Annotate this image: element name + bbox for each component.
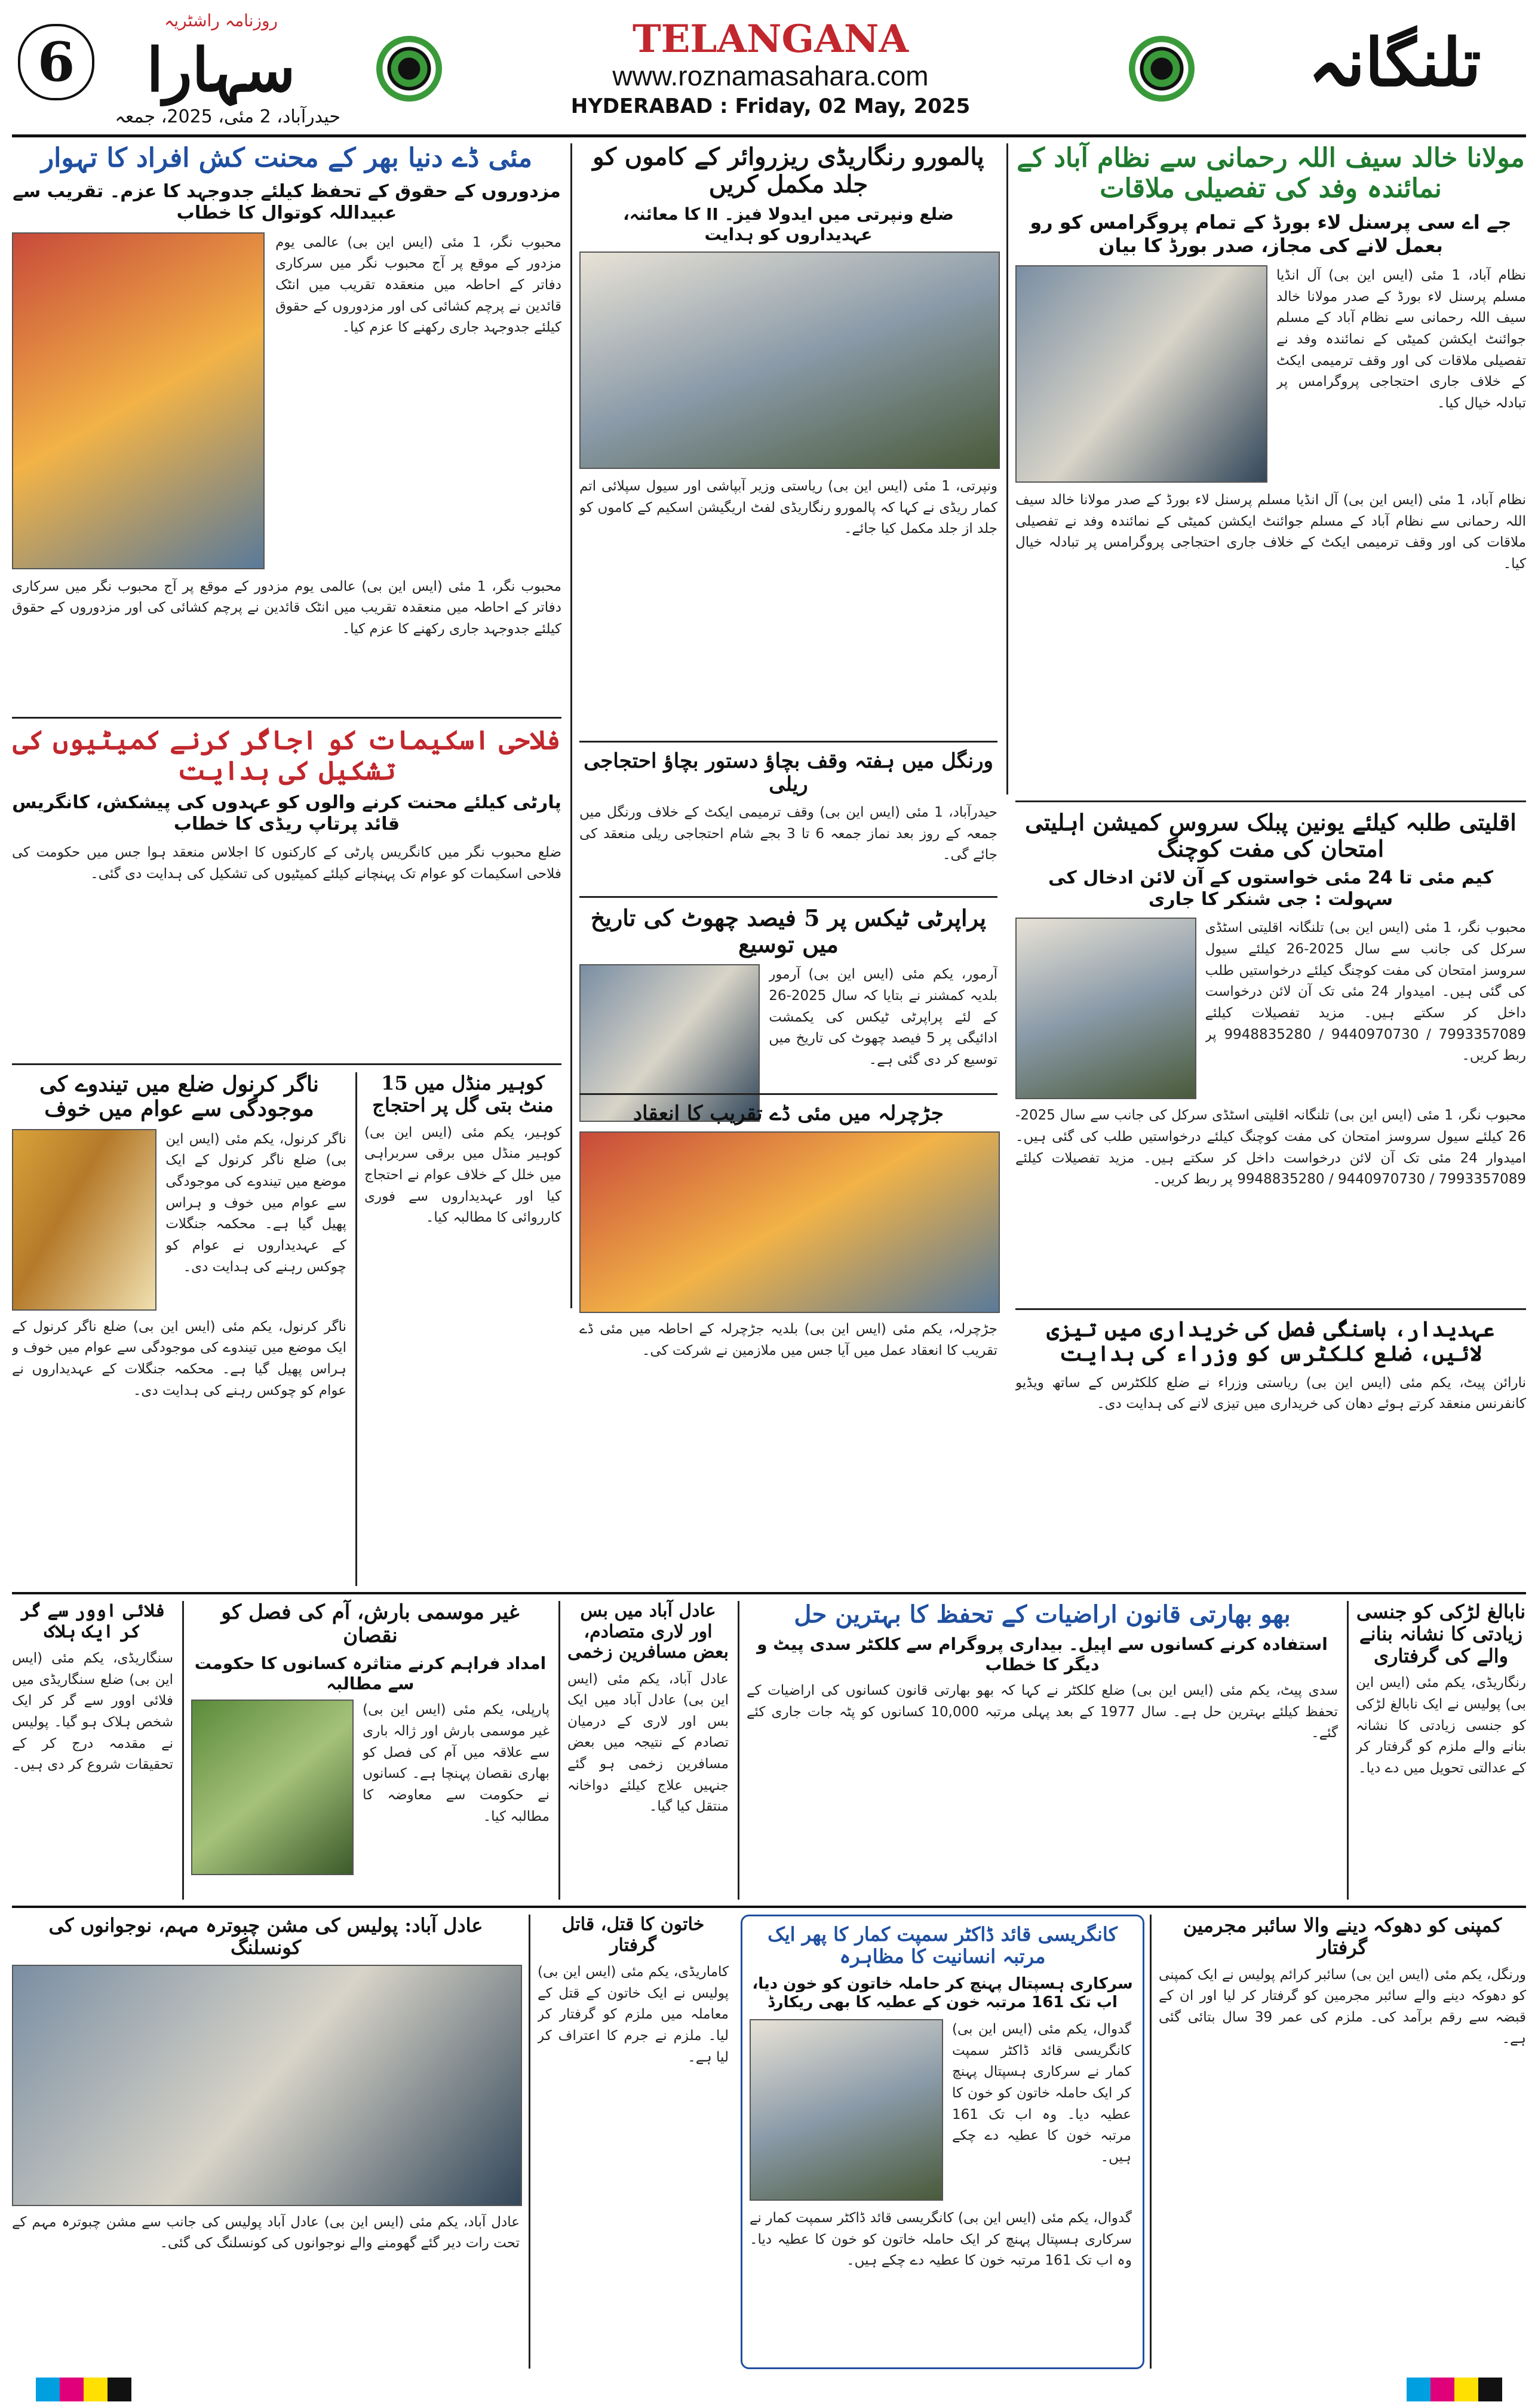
article	[1015, 143, 1526, 824]
article-subhead: سرکاری ہسپتال پہنچ کر حاملہ خاتون کو خون دیا، اب تک 161 مرتبہ خون کے عطیہ کا بھی ریکارڈ	[752, 1974, 1133, 2011]
column-divider	[1150, 1915, 1152, 2369]
article-headline[interactable]: اقلیتی طلبہ کیلئے یونین پبلک سروس کمیشن اہلیتی امتحان کی مفت کوچنگ	[1025, 809, 1516, 862]
article-headline[interactable]: کوہیر منڈل میں 15 منٹ بتی گل پر احتجاج	[372, 1072, 554, 1116]
article-headline[interactable]: ناگر کرنول ضلع میں تیندوے کی موجودگی سے عوام میں خوف	[39, 1072, 319, 1122]
print-registration-mark	[84, 2378, 108, 2401]
article-headline[interactable]: فلائی اوور سے گر کر ایک ہلاک	[20, 1600, 165, 1642]
section-divider	[579, 896, 997, 898]
article	[1159, 1915, 1526, 2383]
section-divider	[12, 1063, 561, 1065]
article-headline[interactable]: غیر موسمی بارش، آم کی فصل کو نقصان	[221, 1600, 520, 1648]
article	[12, 1601, 173, 1887]
article	[191, 1601, 549, 1875]
column-divider	[182, 1601, 184, 1900]
article-subhead: پارٹی کیلئے محنت کرنے والوں کو عہدوں کی پیشکش، کانگریس قائد پرتاپ ریڈی کا خطاب	[12, 792, 561, 835]
article-headline[interactable]: فلاحی اسکیمات کو اجاگر کرنے کمیٹیوں کی تشکیل کی ہدایت	[13, 725, 561, 786]
article	[12, 1915, 520, 2367]
article-headline[interactable]: مولانا خالد سیف اللہ رحمانی سے نظام آباد کے نمائندہ وفد کی تفصیلی ملاقات	[1017, 143, 1525, 204]
print-registration-mark	[1478, 2378, 1502, 2401]
article-body: جڑچرلہ، یکم مئی (ایس این بی) بلدیہ جڑچرلہ کے احاطہ میں مئی ڈے تقریب کا انعقاد عمل میں آیا جس میں ملازمین نے شرکت کی۔	[579, 1321, 997, 1358]
article-body: محبوب نگر، 1 مئی (ایس این بی) تلنگانہ اقلیتی اسٹڈی سرکل کی جانب سے سال 2025-26 کیلئے سیول سروسز امتحان کی مفت کوچنگ کیلئے درخواستیں طلب کی گئی ہیں۔ امیدوار 24 مئی تک آن لائن درخواست داخل کر سکتے ہیں۔ مزید تفصیلات کیلئے 7993357089 / 9440970730 / 9948835280 پر ربط کریں۔	[1015, 1108, 1526, 1188]
section-divider	[1015, 1308, 1526, 1310]
article	[12, 726, 561, 1081]
article-headline[interactable]: کمپنی کو دھوکہ دینے والا سائبر مجرمین گرفتار	[1183, 1914, 1502, 1959]
article-photo	[1015, 265, 1267, 483]
article	[579, 1102, 997, 1516]
column-divider	[738, 1601, 739, 1900]
article-photo	[191, 1700, 354, 1875]
article-body: گدوال، یکم مئی (ایس این بی) کانگریسی قائد ڈاکٹر سمپت کمار نے سرکاری ہسپتال پہنچ کر ایک حاملہ خاتون کو خون کا عطیہ دیا۔ وہ اب تک 161 مرتبہ خون کا عطیہ دے چکے ہیں۔	[750, 2210, 1132, 2269]
article-photo	[12, 1129, 156, 1311]
article-photo	[12, 232, 265, 569]
section-rule	[12, 1592, 1526, 1594]
article-headline[interactable]: پالمورو رنگاریڈی ریزروائر کے کاموں کو جلد مکمل کریں	[593, 143, 984, 198]
article-body: پارپلی، یکم مئی (ایس این بی) غیر موسمی بارش اور ژالہ باری سے علاقہ میں آم کی فصل کو بھاری نقصان پہنچا ہے۔ کسانوں نے حکومت سے معاوضہ کا مطالبہ کیا۔	[363, 1702, 549, 1824]
article	[1356, 1601, 1526, 1930]
article-body: سدی پیٹ، یکم مئی (ایس این بی) ضلع کلکٹر نے کہا کہ بھو بھارتی قانون کسانوں کی اراضیات کے تحفظ کیلئے بہترین حل ہے۔ سال 1977 کے بعد پہلی مرتبہ 10,000 کسانوں کو پٹہ جات جاری کئے گئے۔	[747, 1683, 1338, 1741]
article	[579, 905, 997, 1122]
logo-prefix: روزنامہ راشٹریہ	[164, 11, 278, 30]
print-registration-mark	[1407, 2378, 1430, 2401]
article	[579, 143, 997, 775]
edition-title: TELANGANA	[632, 17, 909, 62]
masthead	[0, 0, 1538, 137]
newspaper-logo	[102, 11, 340, 130]
website-link[interactable]: www.roznamasahara.com	[612, 60, 929, 91]
column-divider	[1006, 143, 1008, 795]
column-divider	[1347, 1601, 1349, 1900]
article	[364, 1072, 561, 1541]
article-body: رنگاریڈی، یکم مئی (ایس این بی) پولیس نے ایک نابالغ لڑکی کو جنسی زیادتی کا نشانہ بنانے والے ملزم کو گرفتار کر کے عدالتی تحویل میں دے دیا۔	[1356, 1675, 1526, 1776]
article-photo	[1015, 918, 1196, 1099]
article-headline[interactable]: ورنگل میں ہفتہ وقف بچاؤ دستور بچاؤ احتجاجی ریلی	[584, 749, 993, 797]
article-subhead: ضلع ونپرتی میں ایدولا فیز۔ II کا معائنہ، عہدیداروں کو ہدایت	[623, 204, 954, 244]
article	[1015, 1317, 1526, 1612]
article-body: عادل آباد، یکم مئی (ایس این بی) عادل آباد پولیس کی جانب سے مشن چبوترہ مہم کے تحت رات دیر گئے گھومنے والے نوجوانوں کی کونسلنگ کی گئی۔	[12, 2214, 520, 2251]
article	[538, 1915, 729, 2380]
article-body: ناگر کرنول، یکم مئی (ایس این بی) ضلع ناگر کرنول کے ایک موضع میں تیندوے کی موجودگی سے عوام میں خوف و ہراس پھیل گیا ہے۔ محکمہ جنگلات کے عہدیداروں نے عوام کو چوکس رہنے کی ہدایت دی۔	[12, 1318, 346, 1398]
section-divider	[579, 1093, 997, 1095]
section-title: تلنگانہ	[1308, 24, 1481, 101]
section-divider	[1015, 800, 1526, 802]
section-divider	[579, 741, 997, 743]
article-body: نارائن پیٹ، یکم مئی (ایس این بی) ریاستی وزراء نے ضلع کلکٹرس کے ساتھ ویڈیو کانفرنس منعقد کرتے ہوئے دھان کی خریداری میں تیزی لانے کی ہدایت دی۔	[1015, 1375, 1526, 1412]
article-body: نظام آباد، 1 مئی (ایس این بی) آل انڈیا مسلم پرسنل لاء بورڈ کے صدر مولانا خالد سیف اللہ رحمانی سے نظام آباد کے مسلم جوائنٹ ایکشن کمیٹی کے نمائندہ وفد نے تفصیلی ملاقات کی اور وقف ترمیمی ایکٹ کے خلاف جاری احتجاجی پروگرامس پر تبادلہ خیال کیا۔	[1276, 267, 1526, 411]
section-divider	[12, 717, 561, 719]
column-divider	[570, 143, 572, 1308]
column-divider	[355, 1072, 357, 1586]
article	[12, 143, 561, 720]
article-photo	[579, 1131, 1000, 1313]
article-headline[interactable]: عادل آباد: پولیس کی مشن چبوترہ مہم، نوجوانوں کی کونسلنگ	[48, 1914, 483, 1959]
article-subhead: جے اے سی پرسنل لاء بورڈ کے تمام پروگرامس کو رو بعمل لانے کی مجاز، صدر بورڈ کا بیان	[1030, 211, 1512, 257]
article-body: سنگاریڈی، یکم مئی (ایس این بی) ضلع سنگاریڈی میں فلائی اوور سے گر کر ایک شخص ہلاک ہو گیا۔ پولیس نے مقدمہ درج کر کے تحقیقات شروع کر دی ہیں۔	[12, 1651, 173, 1773]
article-body: محبوب نگر، 1 مئی (ایس این بی) عالمی یوم مزدور کے موقع پر آج محبوب نگر میں سرکاری دفاتر کے احاطہ میں منعقدہ تقریب میں انٹک قائدین نے پرچم کشائی کی اور مزدوروں کے حقوق کیلئے جدوجہد جاری رکھنے کا عزم کیا۔	[275, 234, 561, 336]
article-headline[interactable]: پراپرٹی ٹیکس پر 5 فیصد چھوٹ کی تاریخ میں توسیع	[590, 904, 987, 958]
article-subhead: امداد فراہم کرنے متاثرہ کسانوں کا حکومت سے مطالبہ	[194, 1654, 547, 1694]
article-body: ضلع محبوب نگر میں کانگریس پارٹی کے کارکنوں کا اجلاس منعقد ہوا جس میں حکومت کی فلاحی اسکیمات کو عوام تک پہنچانے کیلئے کمیٹیوں کی تشکیل کی ہدایت دی گئی۔	[12, 845, 561, 882]
article-headline[interactable]: خاتون کا قتل، قاتل گرفتار	[561, 1914, 705, 1956]
article-body: ناگر کرنول، یکم مئی (ایس این بی) ضلع ناگر کرنول کے ایک موضع میں تیندوے کی موجودگی سے عوام میں خوف و ہراس پھیل گیا ہے۔ محکمہ جنگلات کے عہدیداروں نے عوام کو چوکس رہنے کی ہدایت دی۔	[165, 1131, 346, 1275]
section-rule	[12, 1906, 1526, 1908]
article-body: نظام آباد، 1 مئی (ایس این بی) آل انڈیا مسلم پرسنل لاء بورڈ کے صدر مولانا خالد سیف اللہ رحمانی سے نظام آباد کے مسلم جوائنٹ ایکشن کمیٹی کے نمائندہ وفد نے تفصیلی ملاقات کی اور وقف ترمیمی ایکٹ کے خلاف جاری احتجاجی پروگرامس پر تبادلہ خیال کیا۔	[1015, 492, 1526, 572]
article-headline[interactable]: کانگریسی قائد ڈاکٹر سمپت کمار کا پھر ایک مرتبہ انسانیت کا مظاہرہ	[768, 1923, 1118, 1968]
article-body: گدوال، یکم مئی (ایس این بی) کانگریسی قائد ڈاکٹر سمپت کمار نے سرکاری ہسپتال پہنچ کر ایک حاملہ خاتون کو خون کا عطیہ دیا۔ وہ اب تک 161 مرتبہ خون کا عطیہ دے چکے ہیں۔	[952, 2021, 1131, 2165]
article-photo	[12, 1965, 522, 2206]
masthead-rule	[12, 134, 1526, 137]
article	[747, 1601, 1338, 1907]
print-registration-mark	[60, 2378, 84, 2401]
article-photo	[579, 964, 760, 1122]
article-headline[interactable]: عہدیدار، باسنگی فصل کی خریداری میں تیزی لائیں، ضلع کلکٹرس کو وزراء کی ہدایت	[1046, 1317, 1495, 1367]
article-body: کاماریڈی، یکم مئی (ایس این بی) پولیس نے ایک خاتون کے قتل کے معاملہ میں ملزم کو گرفتار کر لیا۔ ملزم نے جرم کا اعتراف کر لیا ہے۔	[538, 1964, 729, 2065]
logo-name: سہارا	[146, 35, 296, 105]
page-number: 6	[18, 24, 94, 100]
article-photo	[579, 251, 1000, 469]
article	[12, 1072, 346, 1585]
article	[567, 1601, 729, 1908]
article-headline[interactable]: مئی ڈے دنیا بھر کے محنت کش افراد کا تہوار	[41, 143, 533, 173]
article-body: آرمور، یکم مئی (ایس این بی) آرمور بلدیہ کمشنر نے بتایا کہ سال 2025-26 کے لئے پراپرٹی ٹیکس کی یکمشت ادائیگی پر 5 فیصد چھوٹ کی تاریخ میں توسیع کر دی گئی ہے۔	[769, 967, 997, 1068]
article	[1015, 809, 1526, 1308]
print-registration-mark	[108, 2378, 131, 2401]
article-subhead: مزدوروں کے حقوق کے تحفظ کیلئے جدوجہد کا عزم۔ تقریب سے عبیداللہ کوتوال کا خطاب	[13, 180, 561, 223]
emblem-icon	[376, 36, 442, 102]
article-body: ونپرتی، 1 مئی (ایس این بی) ریاستی وزیر آبپاشی اور سیول سپلائی اتم کمار ریڈی نے کہا کہ پالمورو رنگاریڈی لفٹ اریگیشن اسکیم کے کاموں کو جلد از جلد مکمل کیا جائے۔	[579, 478, 997, 537]
article-photo	[750, 2019, 943, 2201]
article-body: عادل آباد، یکم مئی (ایس این بی) عادل آباد میں ایک بس اور لاری کے درمیان تصادم کے نتیجہ میں بعض مسافرین زخمی ہو گئے جنہیں علاج کیلئے دواخانہ منتقل کیا گیا۔	[567, 1671, 729, 1815]
article-body: محبوب نگر، 1 مئی (ایس این بی) عالمی یوم مزدور کے موقع پر آج محبوب نگر میں سرکاری دفاتر کے احاطہ میں منعقدہ تقریب میں انٹک قائدین نے پرچم کشائی کی اور مزدوروں کے حقوق کیلئے جدوجہد جاری رکھنے کا عزم کیا۔	[12, 578, 561, 637]
article-body: کوہیر، یکم مئی (ایس این بی) کوہیر منڈل میں برقی سربراہی میں خلل کے خلاف عوام نے احتجاج کیا اور عہدیداروں سے فوری کارروائی کا مطالبہ کیا۔	[364, 1124, 561, 1226]
article-body: محبوب نگر، 1 مئی (ایس این بی) تلنگانہ اقلیتی اسٹڈی سرکل کی جانب سے سال 2025-26 کیلئے سیول سروسز امتحان کی مفت کوچنگ کیلئے درخواستیں طلب کی گئی ہیں۔ امیدوار 24 مئی تک آن لائن درخواست داخل کر سکتے ہیں۔ مزید تفصیلات کیلئے 7993357089 / 9440970730 / 9948835280 پر ربط کریں۔	[1205, 920, 1526, 1064]
column-divider	[529, 1915, 530, 2369]
article-headline[interactable]: عادل آباد میں بس اور لاری متصادم، بعض مسافرین زخمی	[567, 1600, 729, 1662]
column-divider	[558, 1601, 560, 1900]
article-headline[interactable]: بھو بھارتی قانون اراضیات کے تحفظ کا بہترین حل	[794, 1600, 1291, 1628]
article-box	[741, 1915, 1144, 2369]
print-registration-mark	[1430, 2378, 1454, 2401]
article-body: ورنگل، یکم مئی (ایس این بی) سائبر کرائم پولیس نے ایک کمپنی کو دھوکہ دینے والے سائبر مجرمین کو گرفتار کر لیا اور ان کے قبضہ سے رقم برآمد کی۔ ملزم کی عمر 39 سال بتائی گئی ہے۔	[1159, 1967, 1526, 2047]
print-registration-mark	[1454, 2378, 1478, 2401]
article-headline[interactable]: جڑچرلہ میں مئی ڈے تقریب کا انعقاد	[633, 1102, 944, 1125]
article-body: حیدرآباد، 1 مئی (ایس این بی) وقف ترمیمی ایکٹ کے خلاف ورنگل میں جمعہ کے روز بعد نماز جمعہ 6 تا 3 بجے شام احتجاجی ریلی منعقد کی جائے گی۔	[579, 805, 997, 863]
logo-date: حیدرآباد، 2 مئی، 2025، جمعہ	[115, 106, 340, 127]
print-registration-mark	[36, 2378, 60, 2401]
article-headline[interactable]: نابالغ لڑکی کو جنسی زیادتی کا نشانہ بنانے والے کی گرفتاری	[1356, 1600, 1526, 1667]
article-subhead: کیم مئی تا 24 مئی خواستوں کے آن لائن ادخال کی سہولت : جی شنکر کا جاری	[1048, 867, 1494, 910]
emblem-icon	[1129, 36, 1195, 102]
article-subhead: استفادہ کرنے کسانوں سے اپیل۔ بیداری پروگرام سے کلکٹر سدی پیٹ و دیگر کا خطاب	[757, 1634, 1328, 1674]
dateline: HYDERABAD : Friday, 02 May, 2025	[570, 94, 971, 118]
